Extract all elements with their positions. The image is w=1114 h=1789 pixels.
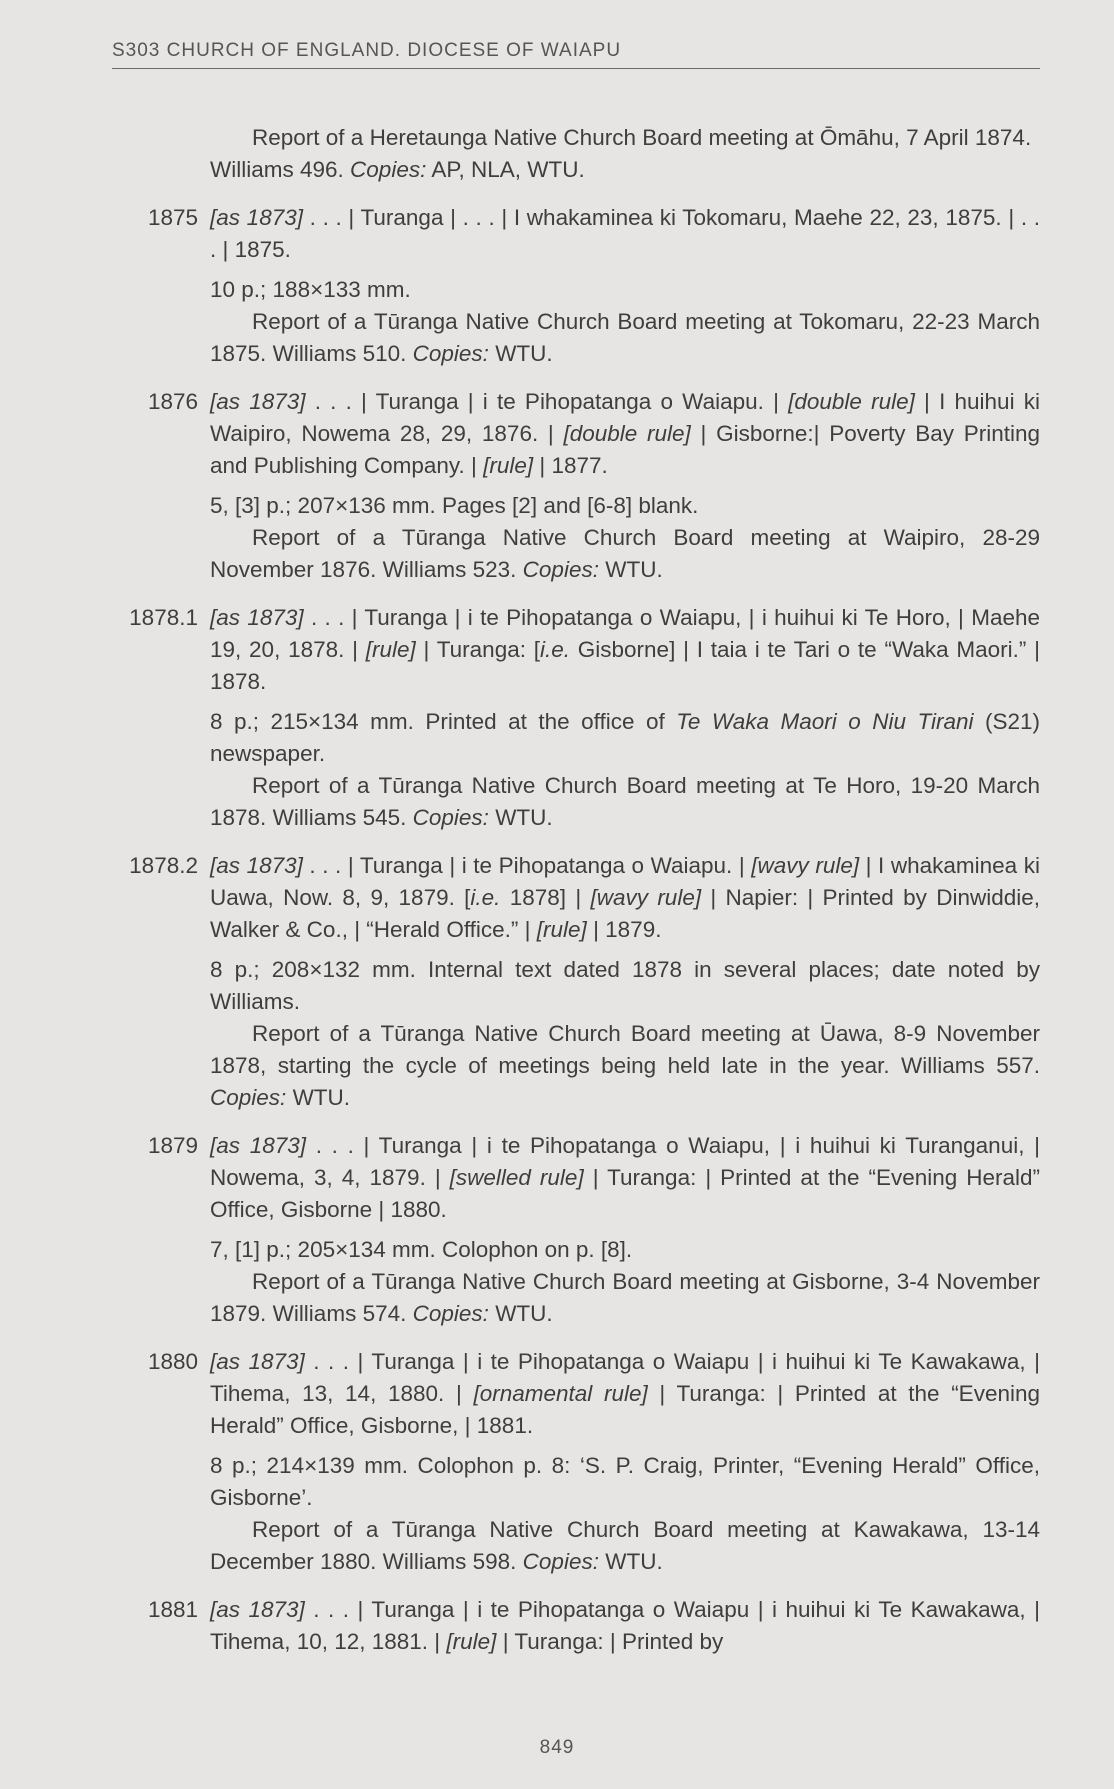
entry-1878-2 bbox=[112, 850, 1040, 1114]
entry-title: [as 1873] . . . | Turanga | i te Pihopatanga o Waiapu | i huihui ki Te Kawakawa, | Tihema, 13, 14, 1880. | [ornamental rule] | Turanga: | Printed at the “Evening Herald” Office, Gisborne, | 1881. bbox=[210, 1349, 1041, 1438]
previous-entry-continuation bbox=[112, 122, 1040, 186]
entry-1875 bbox=[112, 202, 1040, 370]
entry-title: [as 1873] . . . | Turanga | i te Pihopatanga o Waiapu | i huihui ki Te Kawakawa, | Tihema, 10, 12, 1881. | [rule] | Turanga: | Printed by bbox=[210, 1597, 1041, 1654]
entry-note: Report of a Tūranga Native Church Board meeting at Gisborne, 3-4 November 1879. Williams 574. Copies: WTU. bbox=[210, 1269, 1040, 1326]
page-number: 849 bbox=[539, 1737, 575, 1758]
entry-content bbox=[210, 1130, 1040, 1330]
entry-description: 7, [1] p.; 205×134 mm. Colophon on p. [8]. bbox=[210, 1237, 633, 1262]
entry-title: [as 1873] . . . | Turanga | i te Pihopatanga o Waiapu. | [wavy rule] | I whakaminea ki Uawa, Now. 8, 9, 1879. [i.e. 1878] | [wavy rule] | Napier: | Printed by Dinwiddie, Walker & Co., | “Herald Office.” | [rule] | 1879. bbox=[210, 853, 1040, 942]
running-head: S303 CHURCH OF ENGLAND. DIOCESE OF WAIAPU bbox=[112, 40, 1040, 69]
entry-note: Report of a Heretaunga Native Church Board meeting at Ōmāhu, 7 April 1874. Williams 496. Copies: AP, NLA, WTU. bbox=[210, 125, 1032, 182]
entry-year: 1880 bbox=[147, 1349, 198, 1374]
entry-description: 5, [3] p.; 207×136 mm. Pages [2] and [6-8] blank. bbox=[210, 493, 699, 518]
entry-year: 1879 bbox=[147, 1133, 198, 1158]
entry-year: 1875 bbox=[147, 205, 198, 230]
entry-title: [as 1873] . . . | Turanga | i te Pihopatanga o Waiapu. | [double rule] | I huihui ki Waipiro, Nowema 28, 29, 1876. | [double rule] | Gisborne:| Poverty Bay Printing and Publishing Company. | [rule] | 1877. bbox=[210, 389, 1041, 478]
entry-1879 bbox=[112, 1130, 1040, 1330]
bibliography-body bbox=[112, 122, 1040, 1674]
entry-content bbox=[210, 850, 1040, 1114]
entry-year: 1876 bbox=[147, 389, 198, 414]
entry-1878-1 bbox=[112, 602, 1040, 834]
entry-year: 1878.1 bbox=[129, 605, 198, 630]
entry-title: [as 1873] . . . | Turanga | . . . | I whakaminea ki Tokomaru, Maehe 22, 23, 1875. | . . . | 1875. bbox=[210, 205, 1040, 262]
entry-content bbox=[210, 1594, 1040, 1658]
entry-title: [as 1873] . . . | Turanga | i te Pihopatanga o Waiapu, | i huihui ki Te Horo, | Maehe 19, 20, 1878. | [rule] | Turanga: [i.e. Gisborne] | I taia i te Tari o te “Waka Maori.” | 1878. bbox=[210, 605, 1040, 694]
entry-note: Report of a Tūranga Native Church Board meeting at Tokomaru, 22-23 March 1875. Williams 510. Copies: WTU. bbox=[210, 309, 1040, 366]
entry-title: [as 1873] . . . | Turanga | i te Pihopatanga o Waiapu, | i huihui ki Turanganui, | Nowema, 3, 4, 1879. | [swelled rule] | Turanga: | Printed at the “Evening Herald” Office, Gisborne | 1880. bbox=[210, 1133, 1041, 1222]
entry-description: 8 p.; 215×134 mm. Printed at the office of Te Waka Maori o Niu Tirani (S21) newspaper. bbox=[210, 709, 1041, 766]
entry-note: Report of a Tūranga Native Church Board meeting at Te Horo, 19-20 March 1878. Williams 545. Copies: WTU. bbox=[210, 773, 1040, 830]
entry-content bbox=[210, 1346, 1040, 1578]
entry-description: 8 p.; 214×139 mm. Colophon p. 8: ‘S. P. Craig, Printer, “Evening Herald” Office, Gisborne’. bbox=[210, 1453, 1040, 1510]
entry-note: Report of a Tūranga Native Church Board meeting at Kawakawa, 13-14 December 1880. Williams 598. Copies: WTU. bbox=[210, 1517, 1040, 1574]
entry-content bbox=[210, 602, 1040, 834]
entry-content bbox=[210, 386, 1040, 586]
entry-content bbox=[210, 202, 1040, 370]
entry-1880 bbox=[112, 1346, 1040, 1578]
entry-year: 1881 bbox=[147, 1597, 198, 1622]
entry-description: 10 p.; 188×133 mm. bbox=[210, 277, 411, 302]
entry-note: Report of a Tūranga Native Church Board meeting at Ūawa, 8-9 November 1878, starting the cycle of meetings being held late in the year. Williams 557. Copies: WTU. bbox=[210, 1021, 1040, 1110]
entry-1881 bbox=[112, 1594, 1040, 1658]
entry-description: 8 p.; 208×132 mm. Internal text dated 1878 in several places; date noted by Williams. bbox=[210, 957, 1040, 1014]
entry-year: 1878.2 bbox=[129, 853, 198, 878]
entry-note: Report of a Tūranga Native Church Board meeting at Waipiro, 28-29 November 1876. Williams 523. Copies: WTU. bbox=[210, 525, 1040, 582]
entry-1876 bbox=[112, 386, 1040, 586]
